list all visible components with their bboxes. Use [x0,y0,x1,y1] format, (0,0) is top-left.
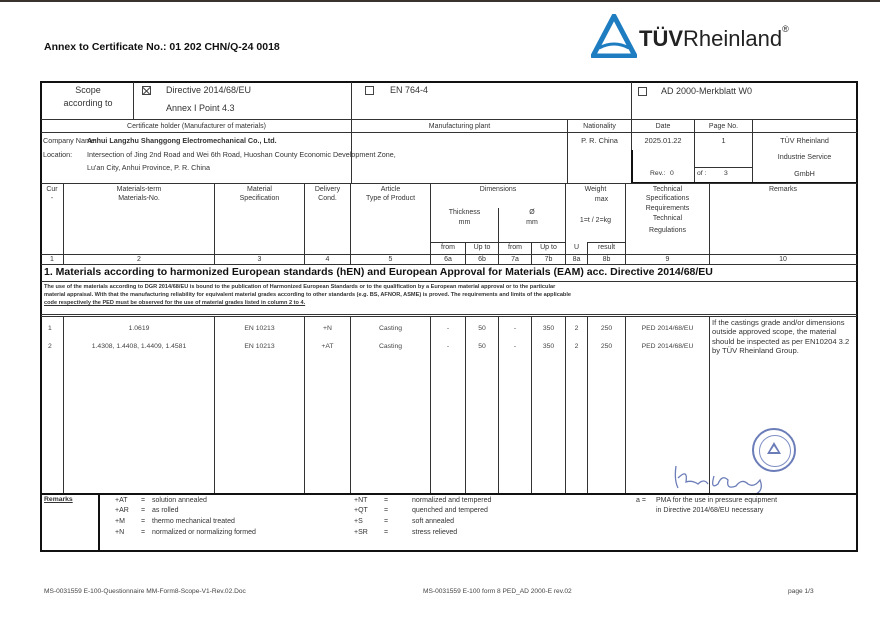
col-number: 8b [602,256,611,263]
row-delivery: +AT [321,343,334,350]
remarks-label: Remarks [44,496,73,503]
col-number: 1 [50,256,54,263]
header-certificate-holder: Certificate holder (Manufacturer of materials) [127,123,266,130]
issuer-line3: GmbH [794,169,815,178]
legend-code: +QT [354,507,368,514]
legend-code: +N [115,529,125,536]
col-diameter-upto: Up to [540,244,557,251]
location-line1: Intersection of Jing 2nd Road and Wei 6th Road, Huoshan County Economic Development Zone, [87,150,396,159]
col-spec-line2: Specification [239,195,280,202]
scope-checkbox-directive[interactable] [142,86,151,95]
row-thickness-upto: 50 [478,325,486,332]
row-material: 1.0619 [128,325,150,332]
section1-para-line2: material appraisal. With that the manufacturing reliability for equivalent material grades according to other standards (e.g. BS, AFNOR, ASME) is proved. The requirements and limits of the applicable [44,292,572,298]
scope-label-line2: according to [63,98,113,108]
divider [430,242,565,243]
divider [41,264,857,265]
row-weight-result: 250 [600,343,613,350]
issuer-line1: TÜV Rheinland [780,136,829,145]
row-thickness-from: - [446,343,450,350]
divider [41,119,857,120]
section1-title: 1. Materials according to harmonized European standards (hEN) and European Approval for Materials (EAM) acc. Directive 2014/68/EU [44,266,713,278]
row-remark-text: If the castings grade and/or dimensions outside approved scope, the material should be inspected as per EN10204 3.2 by TÜV Rheinland Group. [712,318,850,355]
header-nationality: Nationality [583,123,616,130]
legend-desc: quenched and tempered [412,507,488,514]
legend-eq: = [384,518,389,525]
legend-desc: thermo mechanical treated [152,518,235,525]
col-number: 2 [137,256,141,263]
legend-eq: = [141,529,146,536]
legend-code: +AT [115,497,128,504]
row-delivery: +N [323,325,332,332]
date-value: 2025.01.22 [644,136,682,145]
legend-eq: = [384,529,389,536]
row-thickness-upto: 50 [478,343,486,350]
row-spec: EN 10213 [244,343,275,350]
scope-label-line1: Scope [75,85,101,95]
col-diameter-unit: mm [526,219,538,226]
signature-icon [670,460,780,496]
scope-option-directive-sub: Annex I Point 4.3 [166,103,235,113]
col-weight-result: result [597,244,616,251]
header-page-no: Page No. [708,123,739,130]
of-value: 3 [724,170,728,177]
col-weight-u: U [573,244,580,251]
footer-page: page 1/3 [788,588,814,595]
section1-para-line1: The use of the materials according to DGR 2014/68/EU is bound to the publication of Harmonized European Standards or to the qualification by a European material approval or to the particular [44,284,556,290]
col-thickness-from: from [441,244,455,251]
legend-desc: stress relieved [412,529,458,536]
scope-checkbox-en764[interactable] [365,86,374,95]
col-tech-line1: Technical [652,186,683,193]
annex-title: Annex to Certificate No.: 01 202 CHN/Q-24 0018 [44,41,280,53]
legend-eq: = [384,507,389,514]
row-diameter-upto: 350 [542,325,555,332]
col-materials-term: Materials-term [116,186,162,193]
scope-option-directive: Directive 2014/68/EU [166,85,252,95]
legend-desc: as rolled [152,507,179,514]
legend-desc: solution annealed [152,497,207,504]
row-cur: 1 [48,325,52,332]
divider [631,150,633,183]
frame-top [40,81,858,83]
company-name: Anhui Langzhu Shanggong Electromechanical Co., Ltd. [87,136,277,145]
legend-code: +NT [354,497,368,504]
location-line2: Lu'an City, Anhui Province, P. R. China [87,163,210,172]
header-manufacturing-plant: Manufacturing plant [428,123,491,130]
of-label: of : [697,170,707,177]
divider [133,82,134,119]
col-tech-line5: Regulations [649,227,686,234]
divider [41,316,857,317]
tuv-triangle-logo-icon [591,14,637,58]
col-delivery-line2: Cond. [318,195,337,202]
row-weight-u: 2 [574,343,579,350]
divider [41,254,857,255]
legend-desc: normalized and tempered [412,497,492,504]
note-key: a = [636,497,646,504]
col-thickness: Thickness [448,209,481,216]
row-tech: PED 2014/68/EU [641,343,694,350]
col-tech-line2: Specifications [645,195,690,202]
col-number: 4 [325,256,330,263]
row-diameter-from: - [513,343,517,350]
row-article: Casting [378,343,403,350]
col-number: 3 [257,256,262,263]
col-weight-max: max [594,196,609,203]
col-cur: Cur [46,186,58,193]
divider [631,82,632,119]
col-number: 7b [544,256,553,263]
col-number: 10 [779,256,787,263]
col-thickness-upto: Up to [473,244,491,251]
divider [41,132,857,133]
col-spec-line1: Material [247,186,272,193]
legend-eq: = [141,497,146,504]
legend-eq: = [141,507,146,514]
row-thickness-from: - [446,325,450,332]
col-dimensions: Dimensions [479,186,517,193]
col-weight: Weight [584,186,607,193]
col-cur-dash: - [50,195,54,202]
col-delivery-line1: Delivery [314,186,341,193]
row-weight-u: 2 [574,325,579,332]
row-weight-result: 250 [600,325,613,332]
col-diameter-from: from [508,244,522,251]
frame-bottom [40,550,858,552]
divider [41,183,857,184]
col-number: 9 [665,256,670,263]
section1-para-line3: code respectively the PED must be observed for the use of material grades listed in column 2 to 4. [44,300,306,306]
col-tech-line4: Technical [652,215,683,222]
col-tech-line3: Requirements [645,205,690,212]
legend-desc: normalized or normalizing formed [152,529,256,536]
row-article: Casting [378,325,403,332]
col-number: 6b [478,256,486,263]
divider [709,183,710,264]
col-remarks: Remarks [768,186,797,193]
footer-left: MS-0031559 E-100-Questionnaire MM-Form8-Scope-V1-Rev.02.Doc [44,588,246,595]
window-top-border [0,0,880,2]
page-value: 1 [721,136,726,145]
note-line1: PMA for the use in pressure equipment [656,497,778,504]
col-thickness-unit: mm [458,219,471,226]
col-materials-no: Materials-No. [118,195,160,202]
nationality-value: P. R. China [581,136,618,145]
tuv-brand-name: TÜVRheinland® [639,24,789,51]
scope-checkbox-ad2000[interactable] [638,87,647,96]
col-number: 8a [572,256,581,263]
row-diameter-from: - [513,325,517,332]
col-diameter: Ø [529,209,535,216]
divider [587,242,625,243]
divider [694,167,752,168]
legend-code: +AR [115,507,129,514]
row-spec: EN 10213 [244,325,275,332]
rev-label: Rev.: [650,170,666,177]
legend-code: +S [354,518,363,525]
issuer-line2: Industrie Service [777,152,832,161]
company-label: Company Name: [43,136,97,145]
row-tech: PED 2014/68/EU [641,325,694,332]
legend-eq: = [384,497,389,504]
footer-center: MS-0031559 E-100 form 8 PED_AD 2000-E rev.02 [423,588,572,595]
divider [98,494,100,551]
row-diameter-upto: 350 [542,343,555,350]
rev-value: 0 [670,170,674,177]
col-number: 6a [444,256,452,263]
col-article-line1: Article [380,186,401,193]
col-number: 5 [388,256,393,263]
divider [351,82,352,119]
scope-option-en764: EN 764-4 [390,85,429,95]
legend-eq: = [141,518,146,525]
note-line2: in Directive 2014/68/EU necessary [656,507,764,514]
col-number: 7a [511,256,519,263]
tuv-logo [591,14,789,63]
col-article-line2: Type of Product [365,195,416,202]
header-date: Date [655,123,671,130]
divider [41,493,857,495]
scope-option-ad2000: AD 2000-Merkblatt W0 [661,86,753,96]
location-label: Location: [43,150,73,159]
divider [41,281,857,282]
col-weight-unit: 1=t / 2=kg [579,217,612,224]
divider [41,314,857,315]
legend-desc: soft annealed [412,518,455,525]
row-cur: 2 [48,343,52,350]
legend-code: +SR [354,529,368,536]
row-material: 1.4308, 1.4408, 1.4409, 1.4581 [91,343,187,350]
legend-code: +M [115,518,125,525]
